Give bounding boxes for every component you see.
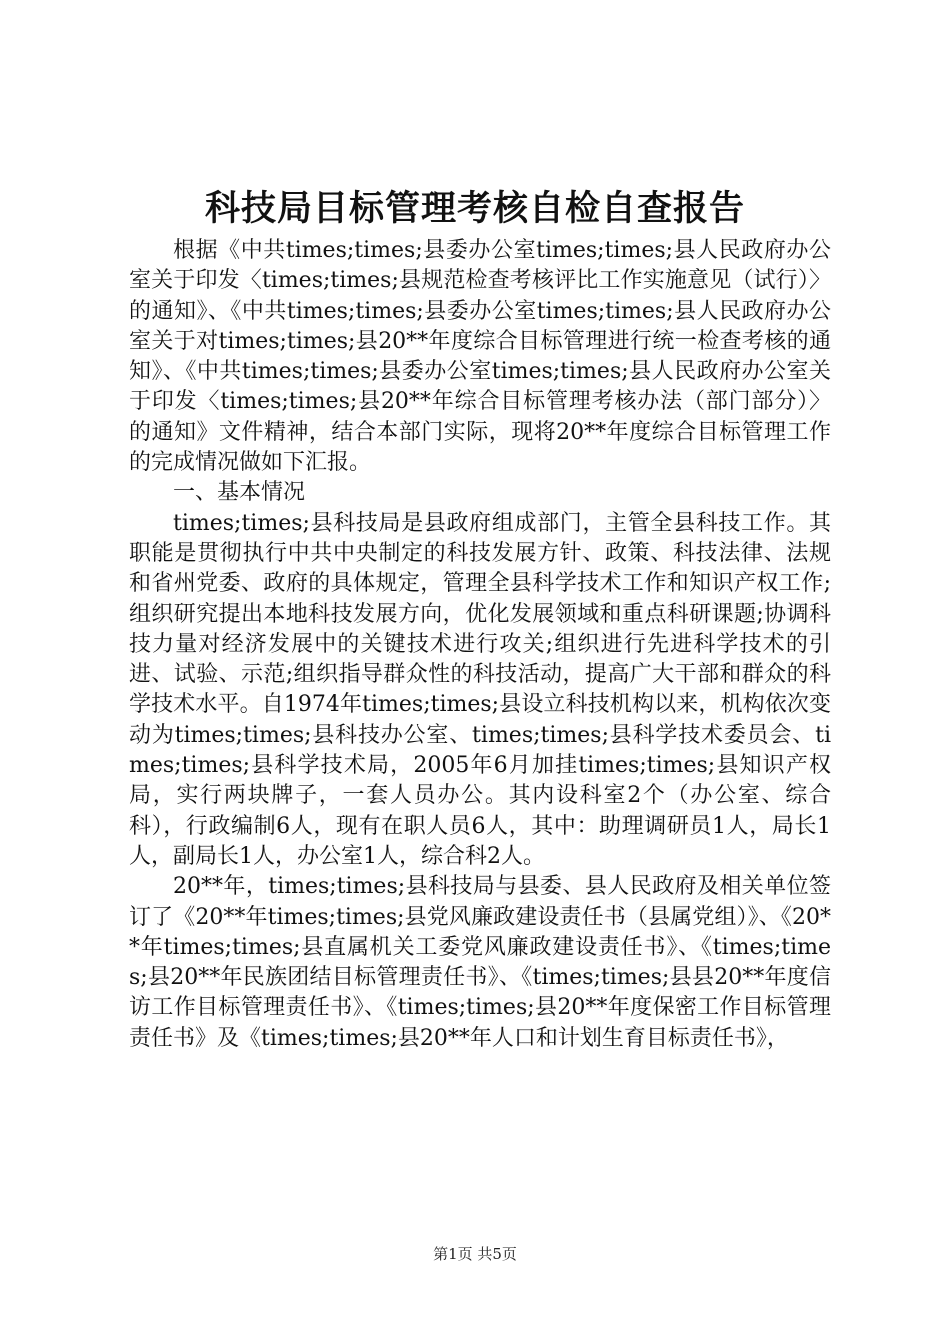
page-number-footer: 第1页 共5页 (433, 1245, 517, 1263)
paragraph-intro: 根据《中共times;times;县委办公室times;times;县人民政府办公室关于印发〈times;times;县规范检查考核评比工作实施意见（试行）〉的通知》、《中共times;times;县委办公室times;times;县人民政府办公室关于对times;times;县20**年度综合目标管理进行统一检查考核的通知》、《中共times;times;县委办公室times;times;县人民政府办公室关于印发〈times;times;县20**年综合目标管理考核办法（部门部分）〉的通知》文件精神，结合本部门实际，现将20**年度综合目标管理工作的完成情况做如下汇报。 (129, 238, 831, 476)
section-heading-basic-info: 一、基本情况 (173, 480, 306, 506)
paragraph-basic-info: times;times;县科技局是县政府组成部门，主管全县科技工作。其职能是贯彻执行中共中央制定的科技发展方针、政策、科技法律、法规和省州党委、政府的具体规定，管理全县科学技术工作和知识产权工作;组织研究提出本地科技发展方向，优化发展领域和重点科研课题;协调科技力量对经济发展中的关键技术进行攻关;组织进行先进科学技术的引进、试验、示范;组织指导群众性的科技活动，提高广大干部和群众的科学技术水平。自1974年times;times;县设立科技机构以来，机构依次变动为times;times;县科技办公室、times;times;县科学技术委员会、times;times;县科学技术局，2005年6月加挂times;times;县知识产权局，实行两块牌子，一套人员办公。其内设科室2个（办公室、综合科），行政编制6人，现有在职人员6人，其中：助理调研员1人，局长1人，副局长1人，办公室1人，综合科2人。 (129, 510, 831, 869)
paragraph-responsibility: 20**年，times;times;县科技局与县委、县人民政府及相关单位签订了《20**年times;times;县党风廉政建设责任书（县属党组）》、《20**年times;times;县直属机关工委党风廉政建设责任书》、《times;times;县20**年民族团结目标管理责任书》、《times;times;县县20**年度信访工作目标管理责任书》、《times;times;县20**年度保密工作目标管理责任书》及《times;times;县20**年人口和计划生育目标责任书》， (129, 874, 831, 1051)
document-title: 科技局目标管理考核自检自查报告 (204, 189, 745, 229)
document-body (129, 236, 831, 1054)
